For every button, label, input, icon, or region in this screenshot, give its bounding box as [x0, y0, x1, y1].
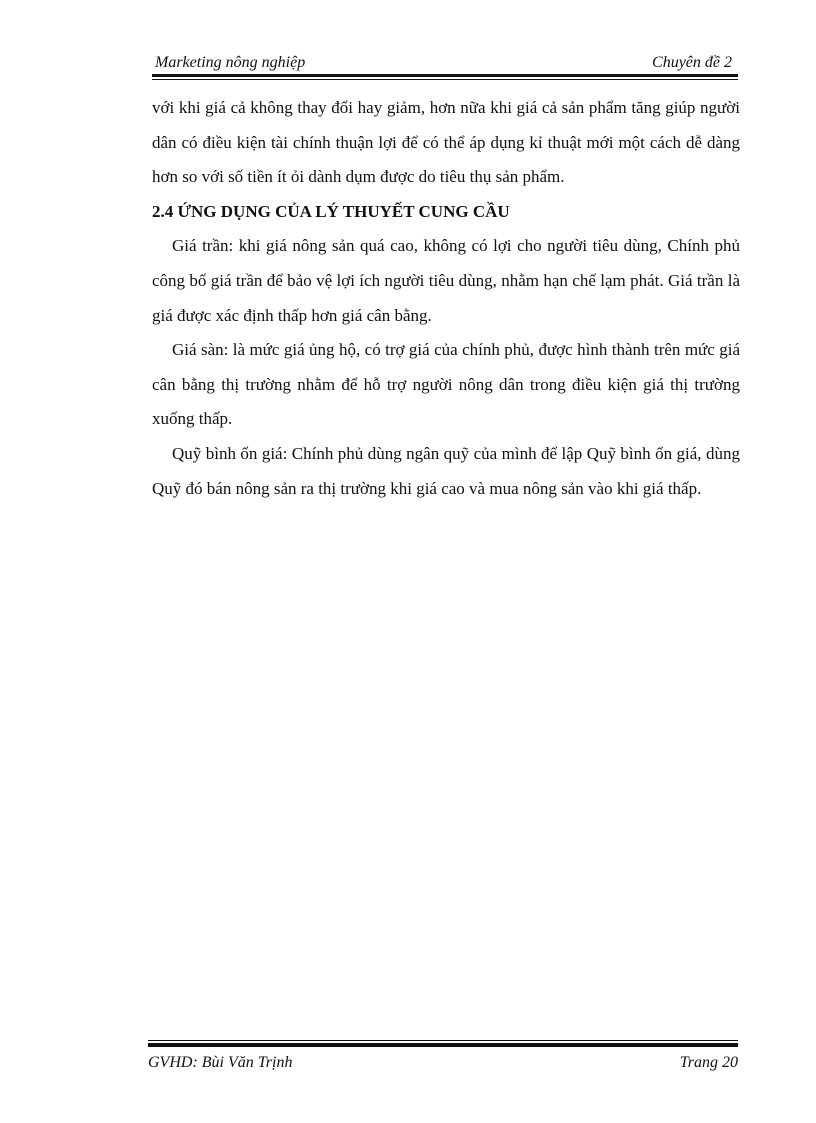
page-footer [148, 1040, 738, 1080]
paragraph-gia-san: Giá sàn: là mức giá ủng hộ, có trợ giá của chính phủ, được hình thành trên mức giá cân bằng thị trường nhằm để hỗ trợ người nông dân trong điều kiện giá thị trường xuống thấp. [152, 340, 740, 429]
paragraph-gia-tran: Giá trần: khi giá nông sản quá cao, không có lợi cho người tiêu dùng, Chính phủ công bố giá trần để bảo vệ lợi ích người tiêu dùng, nhằm hạn chế lạm phát. Giá trần là giá được xác định thấp hơn giá cân bằng. [152, 236, 740, 325]
footer-supervisor: GVHD: Bùi Văn Trịnh [148, 1054, 293, 1071]
header-document-title: Marketing nông nghiệp [155, 54, 306, 71]
footer-rule-thin [148, 1040, 738, 1041]
footer-rule-thick [148, 1043, 738, 1047]
page-header [152, 48, 738, 78]
header-chapter: Chuyên đề 2 [652, 54, 732, 71]
header-rule-thick [152, 74, 738, 77]
page-content [152, 91, 740, 506]
header-rule-thin [152, 79, 738, 80]
section-heading: 2.4 ỨNG DỤNG CỦA LÝ THUYẾT CUNG CẦU [152, 201, 510, 221]
paragraph-quy-binh-on-gia: Quỹ bình ổn giá: Chính phủ dùng ngân quỹ của mình để lập Quỹ bình ổn giá, dùng Quỹ đó bán nông sản ra thị trường khi giá cao và mua nông sản vào khi giá thấp. [152, 443, 740, 498]
paragraph-continuation: với khi giá cả không thay đổi hay giảm, hơn nữa khi giá cả sản phẩm tăng giúp người dân có điều kiện tài chính thuận lợi để có thể áp dụng kỉ thuật mới một cách dễ dàng hơn so với số tiền ít ỏi dành dụm được do tiêu thụ sản phẩm. [152, 98, 740, 187]
footer-page-number: Trang 20 [679, 1054, 738, 1071]
